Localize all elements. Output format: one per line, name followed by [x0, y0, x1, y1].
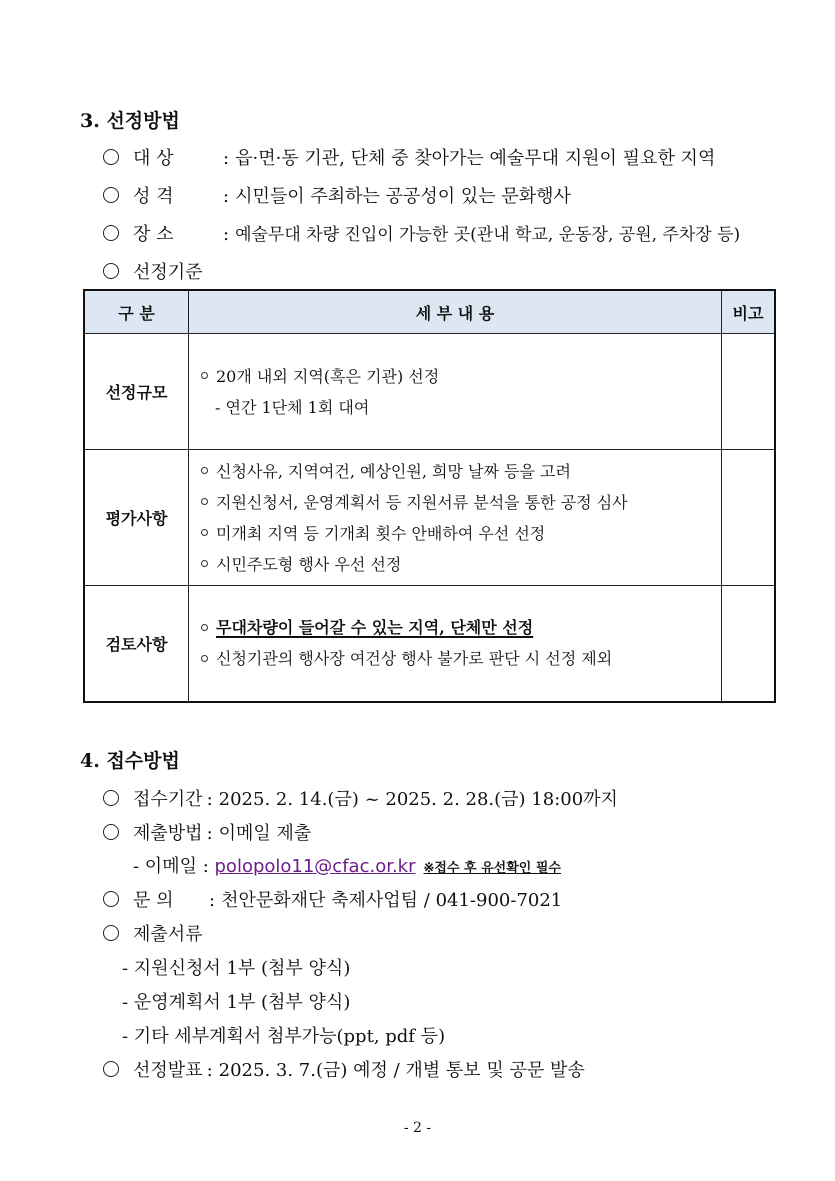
small-circle-bullet-icon	[201, 467, 208, 474]
announce-row: 선정발표 : 2025. 3. 7.(금) 예정 / 개별 통보 및 공문 발송	[103, 1056, 585, 1082]
row-remarks	[722, 334, 776, 450]
target-row: 대 상 : 읍·면·동 기관, 단체 중 찾아가는 예술무대 지원이 필요한 지역	[103, 144, 715, 170]
target-value: 읍·면·동 기관, 단체 중 찾아가는 예술무대 지원이 필요한 지역	[235, 148, 716, 169]
announce-value: 2025. 3. 7.(금) 예정 / 개별 통보 및 공문 발송	[218, 1060, 585, 1081]
place-label: 장 소	[133, 224, 174, 245]
row-category: 검토사항	[84, 586, 189, 702]
method-label: 제출방법	[133, 823, 203, 844]
announce-label: 선정발표	[133, 1060, 203, 1081]
header-remarks: 비고	[722, 290, 776, 334]
contact-label: 문 의	[133, 890, 174, 911]
circle-bullet-icon	[103, 1061, 119, 1077]
circle-bullet-icon	[103, 187, 119, 203]
header-details: 세 부 내 용	[189, 290, 722, 334]
detail-line: 신청사유, 지역여건, 예상인원, 희망 날짜 등을 고려	[216, 461, 571, 481]
doc-item: - 운영계획서 1부 (첨부 양식)	[122, 992, 351, 1013]
criteria-table	[83, 289, 776, 703]
nature-label: 성 격	[133, 186, 174, 207]
circle-bullet-icon	[103, 149, 119, 165]
small-circle-bullet-icon	[201, 655, 208, 662]
contact-value: 천안문화재단 축제사업팀 / 041-900-7021	[221, 890, 563, 911]
page-number: - 2 -	[403, 1120, 432, 1136]
row-category: 선정규모	[84, 334, 189, 450]
place-row: 장 소 : 예술무대 차량 진입이 가능한 곳(관내 학교, 운동장, 공원, 주차장 등)	[103, 220, 740, 246]
docs-row	[103, 920, 203, 946]
detail-line: 신청기관의 행사장 여건상 행사 불가로 판단 시 선정 제외	[216, 649, 613, 669]
small-circle-bullet-icon	[201, 498, 208, 505]
period-value: 2025. 2. 14.(금) ~ 2025. 2. 28.(금) 18:00까지	[218, 789, 618, 810]
detail-line: 지원신청서, 운영계획서 등 지원서류 분석을 통한 공정 심사	[216, 492, 628, 512]
doc-item: - 지원신청서 1부 (첨부 양식)	[122, 958, 351, 979]
contact-row: 문 의 : 천안문화재단 축제사업팀 / 041-900-7021	[103, 886, 562, 912]
detail-line: 시민주도형 행사 우선 선정	[216, 554, 402, 574]
detail-line: 미개최 지역 등 기개최 횟수 안배하여 우선 선정	[216, 523, 546, 543]
method-value: 이메일 제출	[218, 823, 312, 844]
circle-bullet-icon	[103, 225, 119, 241]
small-circle-bullet-icon	[201, 560, 208, 567]
circle-bullet-icon	[103, 790, 119, 806]
table-row	[84, 334, 775, 450]
email-label: - 이메일 :	[133, 856, 209, 877]
docs-label: 제출서류	[133, 924, 203, 945]
nature-value: 시민들이 주최하는 공공성이 있는 문화행사	[235, 186, 571, 207]
email-link[interactable]: polopolo11@cfac.or.kr	[214, 856, 416, 877]
circle-bullet-icon	[103, 824, 119, 840]
circle-bullet-icon	[103, 891, 119, 907]
row-details	[189, 586, 722, 702]
place-value: 예술무대 차량 진입이 가능한 곳(관내 학교, 운동장, 공원, 주차장 등)	[235, 225, 741, 245]
section-3-title: 3. 선정방법	[80, 110, 180, 132]
row-details	[189, 334, 722, 450]
detail-line: - 연간 1단체 1회 대여	[215, 397, 370, 417]
row-remarks	[722, 586, 776, 702]
target-label: 대 상	[133, 148, 174, 169]
row-category: 평가사항	[84, 450, 189, 586]
small-circle-bullet-icon	[201, 624, 208, 631]
detail-line-emphasis: 무대차량이 들어갈 수 있는 지역, 단체만 선정	[216, 618, 534, 638]
small-circle-bullet-icon	[201, 372, 208, 379]
email-row	[133, 852, 561, 878]
nature-row: 성 격 : 시민들이 주최하는 공공성이 있는 문화행사	[103, 182, 571, 208]
row-remarks	[722, 450, 776, 586]
row-details	[189, 450, 722, 586]
criteria-row	[103, 258, 203, 284]
table-row	[84, 586, 775, 702]
method-row: 제출방법 : 이메일 제출	[103, 819, 311, 845]
small-circle-bullet-icon	[201, 529, 208, 536]
section-4-title: 4. 접수방법	[80, 750, 180, 772]
period-row: 접수기간 : 2025. 2. 14.(금) ~ 2025. 2. 28.(금) 18:00까지	[103, 785, 618, 811]
doc-item: - 기타 세부계획서 첨부가능(ppt, pdf 등)	[122, 1026, 446, 1047]
criteria-label: 선정기준	[133, 262, 203, 283]
circle-bullet-icon	[103, 925, 119, 941]
email-note: ※접수 후 유선확인 필수	[423, 861, 561, 876]
header-category: 구 분	[84, 290, 189, 334]
detail-line: 20개 내외 지역(혹은 기관) 선정	[216, 366, 440, 386]
circle-bullet-icon	[103, 263, 119, 279]
table-header-row	[84, 290, 775, 334]
period-label: 접수기간	[133, 789, 203, 810]
table-row	[84, 450, 775, 586]
